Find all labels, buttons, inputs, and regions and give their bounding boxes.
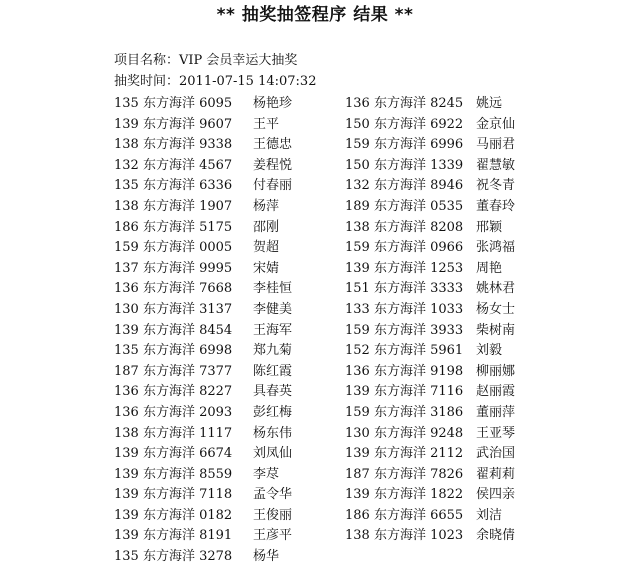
winner-name: 翟慧敏 — [476, 157, 516, 173]
phone-number: 130 东方海洋 9248 — [345, 425, 464, 441]
phone-number: 187 东方海洋 7826 — [345, 466, 464, 482]
winner-name: 董春玲 — [476, 198, 516, 214]
phone-number: 136 东方海洋 7668 — [114, 281, 233, 297]
phone-number: 136 东方海洋 8245 — [345, 96, 464, 111]
phone-number: 150 东方海洋 1339 — [345, 157, 464, 173]
winner-name: 邢颖 — [476, 219, 503, 235]
winner-name: 杨萍 — [253, 198, 280, 214]
project-name-line: 项目名称：VIP 会员幸运大抽奖 — [114, 53, 298, 68]
phone-number: 135 东方海洋 3278 — [114, 549, 233, 565]
winner-name: 杨女士 — [476, 301, 516, 317]
winner-name: 王亚琴 — [476, 425, 516, 441]
phone-number: 135 东方海洋 6095 — [114, 96, 233, 111]
winner-name: 董丽萍 — [476, 404, 516, 420]
phone-number: 139 东方海洋 8559 — [114, 466, 233, 482]
phone-number: 132 东方海洋 8946 — [345, 178, 464, 194]
phone-number: 132 东方海洋 4567 — [114, 157, 233, 173]
phone-number: 136 东方海洋 9198 — [345, 363, 464, 379]
winner-name: 翟莉莉 — [476, 466, 516, 482]
phone-number: 139 东方海洋 2112 — [345, 446, 464, 462]
winner-name: 付春丽 — [253, 178, 293, 194]
winner-name: 姚林君 — [476, 281, 516, 297]
phone-number: 159 东方海洋 0966 — [345, 240, 464, 256]
winner-name: 刘毅 — [476, 343, 503, 359]
phone-number: 189 东方海洋 0535 — [345, 198, 464, 214]
winner-name: 杨艳珍 — [253, 96, 293, 111]
phone-number: 130 东方海洋 3137 — [114, 301, 233, 317]
winner-name: 侯四亲 — [476, 487, 516, 503]
phone-number: 187 东方海洋 7377 — [114, 363, 233, 379]
phone-number: 136 东方海洋 8227 — [114, 384, 233, 400]
winner-name: 张鸿福 — [476, 240, 516, 256]
winner-name: 金京仙 — [476, 116, 516, 132]
winner-name: 王德忠 — [253, 137, 293, 153]
phone-number: 139 东方海洋 6674 — [114, 446, 233, 462]
winner-name: 刘凤仙 — [253, 446, 293, 462]
phone-number: 139 东方海洋 1822 — [345, 487, 464, 503]
phone-number: 150 东方海洋 6922 — [345, 116, 464, 132]
phone-number: 186 东方海洋 6655 — [345, 507, 464, 523]
phone-number: 138 东方海洋 1907 — [114, 198, 233, 214]
winner-name: 杨华 — [253, 549, 280, 565]
phone-number: 159 东方海洋 3186 — [345, 404, 464, 420]
phone-number: 139 东方海洋 9607 — [114, 116, 233, 132]
winner-name: 柳丽娜 — [476, 363, 516, 379]
winner-name: 刘洁 — [476, 507, 503, 523]
phone-number: 159 东方海洋 6996 — [345, 137, 464, 153]
phone-number: 138 东方海洋 9338 — [114, 137, 233, 153]
winner-name: 王平 — [253, 116, 280, 132]
winner-name: 姜程悦 — [253, 157, 293, 173]
winner-name: 邵刚 — [253, 219, 280, 235]
winner-name: 郑九菊 — [253, 343, 293, 359]
draw-time-line: 抽奖时间：2011-07-15 14:07:32 — [114, 74, 317, 89]
winner-name: 周艳 — [476, 260, 503, 276]
phone-number: 159 东方海洋 3933 — [345, 322, 464, 338]
winner-name: 孟令华 — [253, 487, 293, 503]
phone-number: 139 东方海洋 0182 — [114, 507, 233, 523]
winner-name: 王彦平 — [253, 528, 293, 544]
winner-name: 柴树南 — [476, 322, 516, 338]
phone-number: 139 东方海洋 7118 — [114, 487, 233, 503]
winner-name: 陈红霞 — [253, 363, 293, 379]
phone-number: 139 东方海洋 8191 — [114, 528, 233, 544]
winner-name: 李桂恒 — [253, 281, 293, 297]
phone-number: 138 东方海洋 8208 — [345, 219, 464, 235]
winner-name: 武治国 — [476, 446, 516, 462]
winner-name: 彭红梅 — [253, 404, 293, 420]
phone-number: 135 东方海洋 6998 — [114, 343, 233, 359]
phone-number: 152 东方海洋 5961 — [345, 343, 464, 359]
winner-name: 祝冬青 — [476, 178, 516, 194]
winner-name: 姚远 — [476, 96, 503, 111]
winner-name: 赵丽霞 — [476, 384, 516, 400]
phone-number: 186 东方海洋 5175 — [114, 219, 233, 235]
phone-number: 139 东方海洋 1253 — [345, 260, 464, 276]
phone-number: 136 东方海洋 2093 — [114, 404, 233, 420]
phone-number: 133 东方海洋 1033 — [345, 301, 464, 317]
phone-number: 135 东方海洋 6336 — [114, 178, 233, 194]
phone-number: 138 东方海洋 1023 — [345, 528, 464, 544]
phone-number: 151 东方海洋 3333 — [345, 281, 464, 297]
winner-name: 贺超 — [253, 240, 280, 256]
winner-name: 马丽君 — [476, 137, 516, 153]
winner-name: 余晓倩 — [476, 528, 516, 544]
phone-number: 139 东方海洋 8454 — [114, 322, 233, 338]
winner-name: 李健美 — [253, 301, 293, 317]
phone-number: 137 东方海洋 9995 — [114, 260, 233, 276]
winner-name: 杨东伟 — [253, 425, 293, 441]
phone-number: 138 东方海洋 1117 — [114, 425, 233, 441]
winner-name: 李荩 — [253, 466, 280, 482]
phone-number: 159 东方海洋 0005 — [114, 240, 233, 256]
page-title: ** 抽奖抽签程序 结果 ** — [216, 5, 414, 25]
winner-name: 具春英 — [253, 384, 293, 400]
phone-number: 139 东方海洋 7116 — [345, 384, 464, 400]
winner-name: 王海军 — [253, 322, 293, 338]
winner-name: 宋婧 — [253, 260, 280, 276]
winner-name: 王俊丽 — [253, 507, 293, 523]
